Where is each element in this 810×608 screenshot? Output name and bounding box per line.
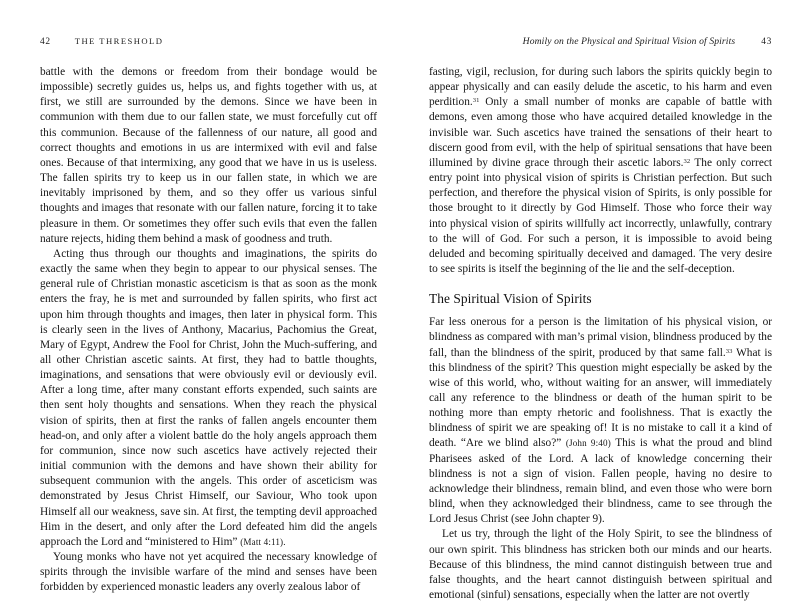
running-title-left: THE THRESHOLD: [74, 36, 164, 46]
paragraph: Young monks who have not yet acquired the necessary knowledge of spirits through the invisible warfare of the mind and senses have been forbidden by experienced monastic leaders any overly zealous labor of: [40, 551, 377, 594]
paragraph-text: What is this blindness of the spirit? This question might especially be asked by the wise of this world, who, without waiting for an answer, will immediately call any reference to the blindness or death of the human spirit to be nothing more than empty rhetoric and foolishness. That is exactly the blindness of spirit we are speaking of! It is no mistake to call it a kind of death. “Are we blind also?”: [429, 346, 772, 450]
page-recto: [405, 0, 810, 608]
section-heading: The Spiritual Vision of Spirits: [429, 291, 592, 307]
footnote-marker[interactable]: 31: [472, 97, 480, 105]
folio-left: 42: [40, 37, 51, 47]
paragraph: [429, 315, 772, 527]
scripture-reference: (John 9:40): [565, 438, 611, 449]
paragraph-text: Acting thus through our thoughts and imaginations, the spirits do exactly the same when they begin to appear to our physical senses. The general rule of Christian monastic asceticism is that as soon as the monk enters the fray, he is met and surrounded by fallen spirits, who first act upon him through thoughts and images, then later in physical form. This is clearly seen in the lives of Anthony, Macarius, Pachomius the Great, Mary of Egypt, Andrew the Fool for Christ, John the Much-suffering, and all other Christian ascetic saints. At first, they had to battle thoughts, imaginations, and sensations that were obviously evil or deviously evil. After a long time, after many constant efforts expended, such saints are then sent holy thoughts and sensations. When they reach the physical vision of spirits, then at first the ranks of fallen angels encounter them head-on, and only after a violent battle do the holy angels approach them for communion, since now such ascetics have actively rejected their initial communion with the demons and have shown their ability for subsequent communion with the angels. This order of asceticism was demonstrated by Jesus Christ Himself, our Saviour, Who took upon Himself all our weakness, save sin. At first, the tempting devil approached Him in the desert, and only after the Lord defeated him did the angels approach the Lord and “ministered to Him”: [40, 247, 377, 548]
text-column-right: [429, 65, 772, 603]
paragraph: [429, 65, 772, 277]
footnote-marker[interactable]: 32: [683, 158, 691, 166]
running-title-right: Homily on the Physical and Spiritual Vision of Spirits: [522, 36, 736, 47]
text-column-left: [40, 65, 377, 595]
paragraph-text: This is what the proud and blind Pharisees asked of the Lord. A lack of knowledge concerning their blindness is not a sign of vision. Fallen people, having no desire to acknowledge their blindness, remain blind, and even those who were born blind, when they acknowledged their blindness, came to see through the Lord Jesus Christ (see John chapter 9).: [429, 437, 773, 526]
paragraph-text: The only correct entry point into physical vision of spirits is Christian perfection. But such perfection, and therefore the physical vision of Spirits, is only possible for those brought to it directly by God Himself. Those who force their way into physical vision of spirits willfully act incorrectly, unlawfully, contrary to the will of God. For such a person, it is impossible to avoid being deluded and becoming spiritually deceived and damaged. The very desire to see spirits is itself the beginning of the lie and the self-deception.: [429, 156, 773, 276]
paragraph: battle with the demons or freedom from their bondage would be impossible) secretly guides us, helps us, and fights together with us, at first, we still are surrounded by the demons. Since we have been in communion with them due to our fallen state, we must forcefully cut off this communion. Because of the fallenness of our nature, all good and correct thoughts and emotions in us are intermixed with evil and false ones. Because of that intermixing, any good that we have in us is useless. The fallen spirits try to keep us in our fallen state, in which we are inevitably imprisoned by them, and so they offer us various sinful thoughts and images that resonate with our fallen nature, forcing it to take pleasure in them. Or sometimes they offer such evils that even the fallen nature rejects, hiding them behind a mask of goodness and truth.: [40, 66, 377, 245]
running-head-left: [40, 36, 377, 50]
paragraph-text: Only a small number of monks are capable of battle with demons, even among those who have acquired detailed knowledge in the invisible war. Such ascetics have trained the sensations of their heart to discern good from evil, with the help of spiritual sensations that have been illumined by divine grace through their ascetic labors.: [429, 96, 772, 169]
paragraph-text: Far less onerous for a person is the limitation of his physical vision, or blindness as compared with man’s primal vision, blindness produced by the fall, than the blindness of the spirit, produced by that same fall.: [429, 316, 772, 359]
scripture-reference: (Matt 4:11).: [240, 536, 286, 547]
paragraph: [40, 247, 377, 550]
running-head-right: [429, 36, 772, 50]
paragraph-text: fasting, vigil, reclusion, for during such labors the spirits quickly begin to appear physically and can easily delude the ascetic, to his harm and even perdition.: [429, 66, 772, 109]
footnote-marker[interactable]: 33: [725, 347, 733, 355]
folio-right: 43: [761, 37, 772, 47]
paragraph: Let us try, through the light of the Holy Spirit, to see the blindness of our own spirit. This blindness has stricken both our minds and our hearts. Because of this blindness, the mind cannot distinguish between true and false thoughts, and the heart cannot distinguish between spiritual and emotional (sinful) sensations, especially when the latter are not overtly: [429, 528, 772, 601]
